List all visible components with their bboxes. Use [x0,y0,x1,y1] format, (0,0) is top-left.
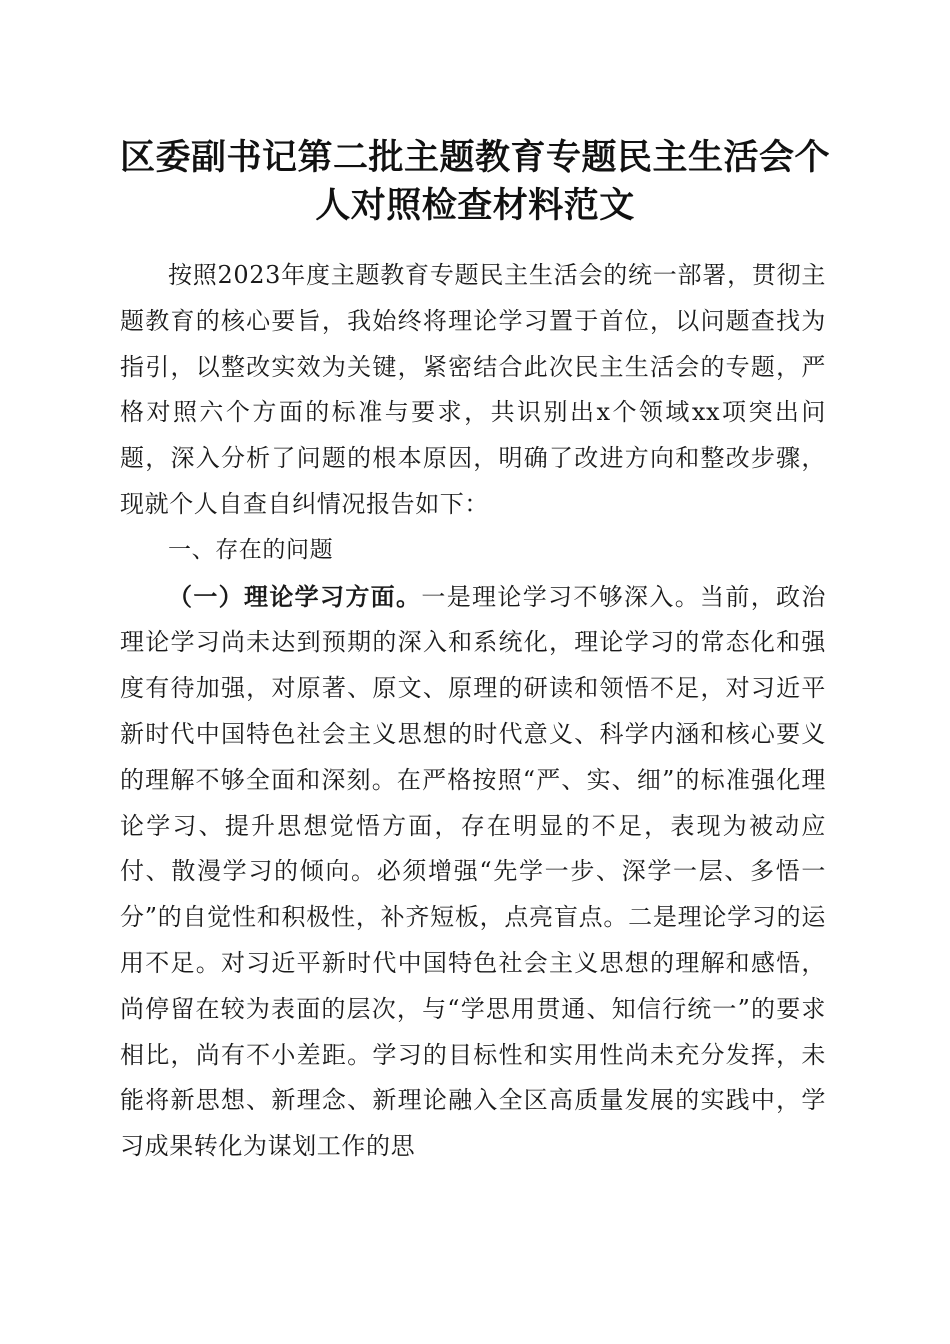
intro-paragraph: 按照2023年度主题教育专题民主生活会的统一部署，贯彻主题教育的核心要旨，我始终将理论学习置于首位，以问题查找为指引，以整改实效为关键，紧密结合此次民主生活会的专题，严格对照六个方面的标准与要求，共识别出x个领域xx项突出问题，深入分析了问题的根本原因，明确了改进方向和整改步骤，现就个人自查自纠情况报告如下： [120,261,826,518]
subsection-body-theory-study: 一是理论学习不够深入。当前，政治理论学习尚未达到预期的深入和系统化，理论学习的常态化和强度有待加强，对原著、原文、原理的研读和领悟不足，对习近平新时代中国特色社会主义思想的时代意义、科学内涵和核心要义的理解不够全面和深刻。在严格按照“严、实、细”的标准强化理论学习、提升思想觉悟方面，存在明显的不足，表现为被动应付、散漫学习的倾向。必须增强“先学一步、深学一层、多悟一分”的自觉性和积极性，补齐短板，点亮盲点。二是理论学习的运用不足。对习近平新时代中国特色社会主义思想的理解和感悟，尚停留在较为表面的层次，与“学思用贯通、知信行统一”的要求相比，尚有不小差距。学习的目标性和实用性尚未充分发挥，未能将新思想、新理念、新理论融入全区高质量发展的实践中，学习成果转化为谋划工作的思 [120,582,826,1161]
theory-study-paragraph [120,574,826,1170]
document-body [120,253,826,1170]
section-heading-problems: 一、存在的问题 [168,536,334,563]
document-title: 区委副书记第二批主题教育专题民主生活会个人对照检查材料范文 [119,137,830,226]
subsection-heading-theory-study: （一）理论学习方面。 [168,581,422,611]
